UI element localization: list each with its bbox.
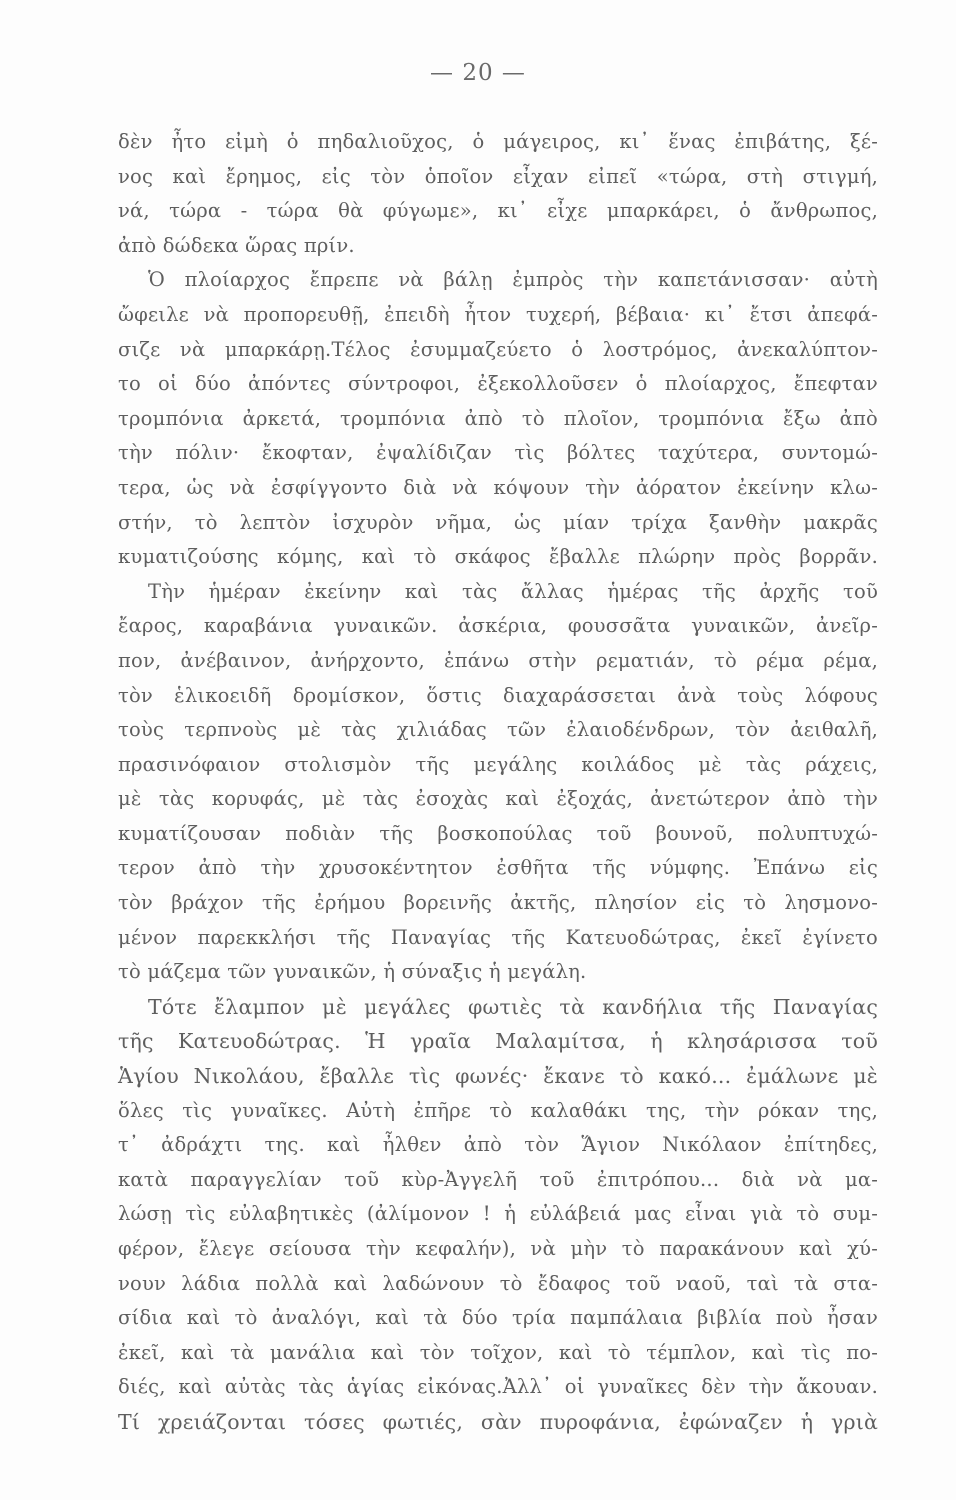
text-line: Τί χρειάζονται τόσες φωτιές, σὰν πυροφάνια, ἐφώναζεν ἡ γριὰ	[118, 1409, 878, 1434]
text-line: σιζε νὰ μπαρκάρῃ.Τέλος ἐσυμμαζεύετο ὁ λοστρόμος, ἀνεκαλύπτον-	[118, 337, 878, 361]
text-line: Ὁ πλοίαρχος ἔπρεπε νὰ βάλῃ ἐμπρὸς τὴν καπετάνισσαν· αὐτὴ	[148, 268, 878, 292]
text-line: ἐκεῖ, καὶ τὰ μανάλια καὶ τὸν τοῖχον, καὶ τὸ τέμπλον, καὶ τὶς πο-	[118, 1340, 878, 1364]
text-line: ὤφειλε νὰ προπορευθῇ, ἐπειδὴ ἦτον τυχερή, βέβαια· κι᾽ ἔτσι ἀπεφά-	[118, 302, 878, 326]
text-line: τὸ μάζεμα τῶν γυναικῶν, ἡ σύναξις ἡ μεγάλη.	[118, 960, 587, 984]
text-line: πον, ἀνέβαινον, ἀνήρχοντο, ἐπάνω στὴν ρεματιάν, τὸ ρέμα ρέμα,	[118, 648, 878, 672]
text-line: τὸν ἑλικοειδῆ δρομίσκον, ὅστις διαχαράσσεται ἀνὰ τοὺς λόφους	[118, 683, 878, 707]
text-line: ἔαρος, καραβάνια γυναικῶν. ἀσκέρια, φουσσᾶτα γυναικῶν, ἀνεῖρ-	[118, 614, 878, 638]
text-line: νουν λάδια πολλὰ καὶ λαδώνουν τὸ ἔδαφος τοῦ ναοῦ, ταὶ τὰ στα-	[118, 1271, 878, 1295]
text-line: σίδια καὶ τὸ ἀναλόγι, καὶ τὰ δύο τρία παμπάλαια βιβλία ποὺ ἦσαν	[118, 1306, 878, 1330]
text-line: τερα, ὡς νὰ ἐσφίγγοντο διὰ νὰ κόψουν τὴν ἀόρατον ἐκείνην κλω-	[118, 475, 878, 499]
text-line: κατὰ παραγγελίαν τοῦ κὺρ-Ἀγγελῆ τοῦ ἐπιτρόπου... διὰ νὰ μα-	[118, 1167, 878, 1191]
text-line: κυματιζούσης κόμης, καὶ τὸ σκάφος ἔβαλλε πλώρην πρὸς βορρᾶν.	[118, 545, 878, 569]
text-line: λώσῃ τὶς εὐλαβητικὲς (ἀλίμονον ! ἡ εὐλάβειά μας εἶναι γιὰ τὸ συμ-	[118, 1202, 878, 1226]
text-line: τ᾽ ἀδράχτι της. καὶ ἦλθεν ἀπὸ τὸν Ἅγιον Νικόλαον ἐπίτηδες,	[118, 1133, 878, 1157]
text-line: στήν, τὸ λεπτὸν ἰσχυρὸν νῆμα, ὡς μίαν τρίχα ξανθὴν μακρᾶς	[118, 510, 878, 534]
text-line: ἀπὸ δώδεκα ὥρας πρίν.	[118, 233, 355, 257]
text-line: δὲν ἦτο εἰμὴ ὁ πηδαλιοῦχος, ὁ μάγειρος, κι᾽ ἕνας ἐπιβάτης, ξέ-	[118, 130, 878, 153]
text-line: τερον ἀπὸ τὴν χρυσοκέντητον ἐσθῆτα τῆς νύμφης. Ἐπάνω εἰς	[118, 856, 878, 880]
text-line: Τότε ἔλαμπον μὲ μεγάλες φωτιὲς τὰ κανδήλια τῆς Παναγίας	[148, 994, 878, 1019]
text-line: κυματίζουσαν ποδιὰν τῆς βοσκοπούλας τοῦ βουνοῦ, πολυπτυχώ-	[118, 821, 878, 845]
text-line: τὸν βράχον τῆς ἐρήμου βορεινῆς ἀκτῆς, πλησίον εἰς τὸ λησμονο-	[118, 891, 878, 915]
text-line: μένον παρεκκλήσι τῆς Παναγίας τῆς Κατευοδώτρας, ἐκεῖ ἐγίνετο	[118, 925, 878, 949]
text-line: φέρον, ἔλεγε σείουσα τὴν κεφαλήν), νὰ μὴν τὸ παρακάνουν καὶ χύ-	[118, 1237, 878, 1260]
text-line: νά, τώρα - τώρα θὰ φύγωμε», κι᾽ εἶχε μπαρκάρει, ὁ ἄνθρωπος,	[118, 199, 878, 223]
text-line: τῆς Κατευοδώτρας. Ἡ γραῖα Μαλαμίτσα, ἡ κλησάρισσα τοῦ	[118, 1029, 878, 1054]
text-line: νος καὶ ἔρημος, εἰς τὸν ὁποῖον εἶχαν εἰπεῖ «τώρα, στὴ στιγμή,	[118, 164, 878, 188]
text-line: το οἱ δύο ἀπόντες σύντροφοι, ἐξεκολλοῦσεν ὁ πλοίαρχος, ἔπεφταν	[118, 372, 878, 396]
text-line: μὲ τὰς κορυφάς, μὲ τὰς ἐσοχὰς καὶ ἐξοχάς, ἀνετώτερον ἀπὸ τὴν	[118, 787, 878, 811]
text-line: διές, καὶ αὐτὰς τὰς ἁγίας εἰκόνας.Ἀλλ᾽ οἱ γυναῖκες δὲν τὴν ἄκουαν.	[118, 1375, 878, 1399]
text-line: ὅλες τὶς γυναῖκες. Αὐτὴ ἐπῆρε τὸ καλαθάκι της, τὴν ρόκαν της,	[118, 1098, 878, 1122]
text-line: τοὺς τερπνοὺς μὲ τὰς χιλιάδας τῶν ἐλαιοδένδρων, τὸν ἀειθαλῆ,	[118, 718, 878, 742]
text-line: τρομπόνια ἀρκετά, τρομπόνια ἀπὸ τὸ πλοῖον, τρομπόνια ἔξω ἀπὸ	[118, 406, 878, 430]
text-line: Ἁγίου Νικολάου, ἔβαλλε τὶς φωνές· ἔκανε τὸ κακό... ἐμάλωνε μὲ	[118, 1064, 878, 1089]
page-number: — 20 —	[430, 60, 526, 86]
text-line: πρασινόφαιον στολισμὸν τῆς μεγάλης κοιλάδος μὲ τὰς ράχεις,	[118, 752, 878, 776]
text-line: Τὴν ἡμέραν ἐκείνην καὶ τὰς ἄλλας ἡμέρας τῆς ἀρχῆς τοῦ	[148, 579, 878, 603]
body-text	[118, 125, 878, 1440]
text-line: τὴν πόλιν· ἔκοφταν, ἐψαλίδιζαν τὶς βόλτες ταχύτερα, συντομώ-	[118, 441, 878, 465]
